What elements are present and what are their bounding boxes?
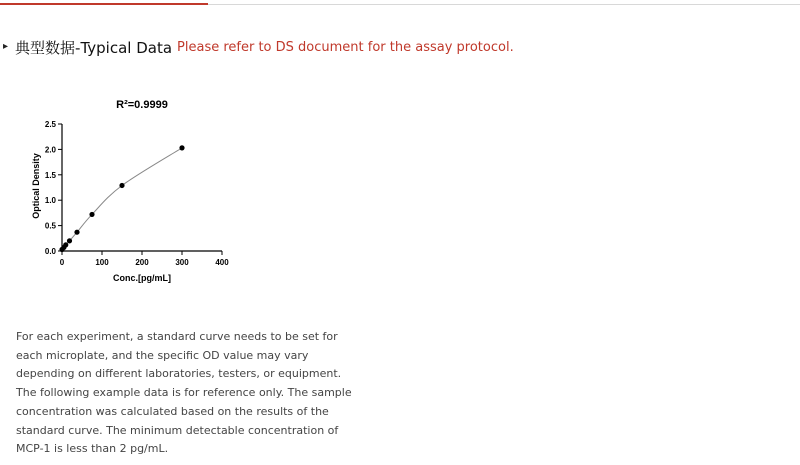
chart-svg [20,88,250,288]
section-heading [3,36,514,58]
y-tick-label: 2.0 [44,145,56,155]
y-tick-label: 1.0 [44,196,56,206]
data-point [67,238,72,243]
x-tick-label: 100 [95,258,109,267]
chart-xlabel: Conc.[pg/mL] [113,273,171,283]
protocol-note: Please refer to DS document for the assay protocol. [177,39,514,55]
x-tick-label: 400 [215,258,229,267]
x-tick-label: 0 [59,258,65,267]
data-point [119,183,124,188]
data-point [179,145,184,150]
y-tick-label: 1.5 [44,170,56,180]
y-tick-label: 0.5 [44,221,56,231]
chart-annotation: R²=0.9999 [116,99,168,111]
bullet-triangle-icon: ▸ [3,41,9,52]
description-text: For each experiment, a standard curve needs to be set for each microplate, and the specific OD value may vary depending on different laboratories, testers, or equipment. The following example data is for reference only. The sample concentration was calculated based on the results of the standard curve. The minimum detectable concentration of MCP-1 is less than 2 pg/mL. [16,330,352,456]
chart-ylabel: Optical Density [31,153,41,219]
section-title: 典型数据-Typical Data [15,38,173,57]
x-tick-label: 300 [175,258,189,267]
standard-curve-chart [20,88,250,292]
fit-curve [62,148,182,250]
top-divider-accent [0,3,208,5]
y-tick-label: 2.5 [44,120,56,129]
data-point [89,212,94,217]
data-point [74,230,79,235]
y-tick-label: 0.0 [44,247,56,256]
x-tick-label: 200 [135,258,149,267]
data-point [63,242,68,247]
